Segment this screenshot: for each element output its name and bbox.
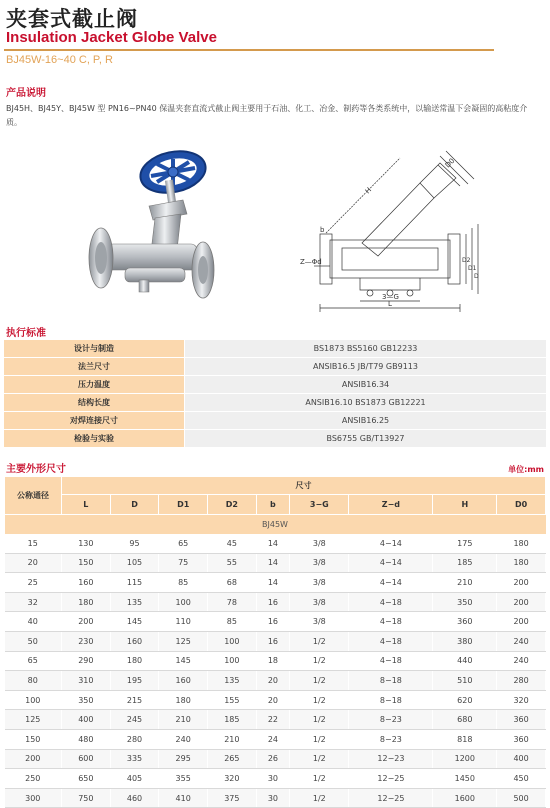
col-header: D0 [497, 495, 546, 515]
table-cell: 310 [62, 671, 111, 691]
dim-label-b: b [320, 226, 325, 234]
table-cell: 1/2 [290, 690, 349, 710]
table-cell: 600 [62, 749, 111, 769]
table-cell: 320 [208, 769, 257, 789]
table-cell: 350 [433, 592, 497, 612]
table-cell: 150 [5, 729, 62, 749]
table-cell: 355 [159, 769, 208, 789]
table-cell: 175 [433, 534, 497, 553]
table-cell: 40 [5, 612, 62, 632]
table-cell: 180 [159, 690, 208, 710]
table-row [5, 573, 546, 593]
table-cell: 4−18 [349, 651, 433, 671]
table-cell: 14 [256, 534, 289, 553]
table-cell: 4−14 [349, 573, 433, 593]
model-number: BJ45W-16~40 C, P, R [6, 54, 113, 66]
table-cell: 1600 [433, 788, 497, 808]
table-cell: 620 [433, 690, 497, 710]
table-row [5, 553, 546, 573]
table-cell: 245 [110, 710, 159, 730]
page-title-cn: 夹套式截止阀 [6, 7, 138, 31]
table-cell: 200 [497, 592, 546, 612]
table-cell: 200 [497, 573, 546, 593]
dimensions-table [4, 476, 546, 808]
dim-label-d1: D1 [468, 265, 477, 272]
table-cell: 8−18 [349, 690, 433, 710]
table-cell: 405 [110, 769, 159, 789]
table-cell: 100 [159, 592, 208, 612]
table-cell: 8−23 [349, 710, 433, 730]
dim-label-zd: Z—Φd [300, 258, 322, 266]
valve-dimension-drawing [300, 148, 480, 313]
col-header: Z−d [349, 495, 433, 515]
dim-label-d2: D2 [462, 257, 471, 264]
table-cell: 14 [256, 573, 289, 593]
table-cell: 1/2 [290, 671, 349, 691]
table-cell: 210 [433, 573, 497, 593]
table-cell: 460 [110, 788, 159, 808]
table-cell: 195 [110, 671, 159, 691]
table-cell: 100 [5, 690, 62, 710]
table-cell: 400 [62, 710, 111, 730]
table-cell: 180 [62, 592, 111, 612]
table-cell: 180 [497, 553, 546, 573]
model-subheader: BJ45W [5, 515, 546, 535]
table-cell: 215 [110, 690, 159, 710]
dim-label-d0: D0 [443, 156, 457, 170]
table-cell: 510 [433, 671, 497, 691]
table-cell: 145 [110, 612, 159, 632]
table-cell: 32 [5, 592, 62, 612]
table-cell: 200 [5, 749, 62, 769]
col-header: H [433, 495, 497, 515]
title-divider [4, 49, 494, 51]
table-row [5, 710, 546, 730]
table-row [5, 534, 546, 553]
dim-label-h: H [363, 186, 374, 196]
table-cell: 1/2 [290, 729, 349, 749]
table-row [5, 592, 546, 612]
table-cell: 50 [5, 631, 62, 651]
valve-photo [85, 140, 215, 315]
table-row [5, 612, 546, 632]
table-cell: 30 [256, 788, 289, 808]
standards-value: BS6755 GB/T13927 [185, 430, 547, 448]
table-cell: 250 [5, 769, 62, 789]
table-cell: 25 [5, 573, 62, 593]
table-cell: 3/8 [290, 592, 349, 612]
table-cell: 110 [159, 612, 208, 632]
table-cell: 100 [208, 631, 257, 651]
table-cell: 16 [256, 612, 289, 632]
table-cell: 12−23 [349, 749, 433, 769]
table-cell: 85 [159, 573, 208, 593]
table-cell: 12−25 [349, 769, 433, 789]
dimensions-section-title: 主要外形尺寸 [6, 464, 66, 475]
standards-label: 结构长度 [4, 394, 185, 412]
dim-label-l: L [388, 300, 392, 308]
table-cell: 55 [208, 553, 257, 573]
table-cell: 26 [256, 749, 289, 769]
table-cell: 1/2 [290, 710, 349, 730]
col-header: D [110, 495, 159, 515]
table-cell: 290 [62, 651, 111, 671]
table-cell: 185 [208, 710, 257, 730]
table-cell: 1450 [433, 769, 497, 789]
table-cell: 24 [256, 729, 289, 749]
col-header: D1 [159, 495, 208, 515]
table-cell: 1/2 [290, 631, 349, 651]
col-header-nominal: 公称通径 [5, 477, 62, 515]
table-cell: 30 [256, 769, 289, 789]
standards-value: ANSIB16.34 [185, 376, 547, 394]
standards-row [4, 340, 546, 358]
table-cell: 200 [62, 612, 111, 632]
table-row [5, 631, 546, 651]
table-row [5, 769, 546, 789]
dim-label-3g: 3—G [382, 293, 399, 301]
table-cell: 750 [62, 788, 111, 808]
table-cell: 4−14 [349, 553, 433, 573]
table-cell: 1/2 [290, 651, 349, 671]
table-cell: 180 [110, 651, 159, 671]
table-cell: 95 [110, 534, 159, 553]
table-cell: 240 [497, 631, 546, 651]
standards-value: ANSIB16.10 BS1873 GB12221 [185, 394, 547, 412]
table-cell: 240 [159, 729, 208, 749]
standards-label: 法兰尺寸 [4, 358, 185, 376]
col-header: L [62, 495, 111, 515]
table-row [5, 651, 546, 671]
table-row [5, 749, 546, 769]
table-cell: 8−18 [349, 671, 433, 691]
table-cell: 130 [62, 534, 111, 553]
table-cell: 280 [110, 729, 159, 749]
table-cell: 3/8 [290, 612, 349, 632]
table-cell: 12−25 [349, 788, 433, 808]
col-header: b [256, 495, 289, 515]
table-cell: 68 [208, 573, 257, 593]
table-cell: 3/8 [290, 573, 349, 593]
unit-label: 单位:mm [508, 465, 544, 474]
table-cell: 160 [110, 631, 159, 651]
intro-section-title: 产品说明 [6, 88, 46, 99]
table-cell: 680 [433, 710, 497, 730]
table-cell: 20 [256, 671, 289, 691]
table-cell: 4−18 [349, 612, 433, 632]
table-cell: 380 [433, 631, 497, 651]
standards-label: 设计与制造 [4, 340, 185, 358]
table-cell: 650 [62, 769, 111, 789]
table-cell: 360 [497, 729, 546, 749]
table-cell: 1/2 [290, 788, 349, 808]
table-cell: 1/2 [290, 769, 349, 789]
table-cell: 18 [256, 651, 289, 671]
table-cell: 1200 [433, 749, 497, 769]
table-cell: 375 [208, 788, 257, 808]
table-cell: 1/2 [290, 749, 349, 769]
table-row [5, 671, 546, 691]
table-cell: 65 [159, 534, 208, 553]
table-cell: 3/8 [290, 553, 349, 573]
table-cell: 80 [5, 671, 62, 691]
table-cell: 320 [497, 690, 546, 710]
table-cell: 125 [159, 631, 208, 651]
table-cell: 14 [256, 553, 289, 573]
col-header: 3−G [290, 495, 349, 515]
table-cell: 240 [497, 651, 546, 671]
table-cell: 16 [256, 592, 289, 612]
table-row [5, 729, 546, 749]
table-cell: 4−14 [349, 534, 433, 553]
table-cell: 410 [159, 788, 208, 808]
table-cell: 160 [62, 573, 111, 593]
table-cell: 818 [433, 729, 497, 749]
standards-table [4, 340, 546, 448]
table-cell: 160 [159, 671, 208, 691]
table-cell: 145 [159, 651, 208, 671]
table-cell: 500 [497, 788, 546, 808]
table-cell: 200 [497, 612, 546, 632]
table-cell: 20 [256, 690, 289, 710]
table-cell: 8−23 [349, 729, 433, 749]
table-cell: 78 [208, 592, 257, 612]
product-description: BJ45H、BJ45Y、BJ45W 型 PN16~PN40 保温夹套直流式截止阀主要用于石油、化工、冶金、制药等各类系统中，以输送常温下会凝固的高粘度介质。 [6, 104, 528, 127]
standards-label: 压力温度 [4, 376, 185, 394]
table-cell: 150 [62, 553, 111, 573]
table-row [5, 690, 546, 710]
table-cell: 16 [256, 631, 289, 651]
table-cell: 440 [433, 651, 497, 671]
standards-row [4, 358, 546, 376]
dim-label-d: D [474, 273, 479, 280]
table-cell: 265 [208, 749, 257, 769]
standards-row [4, 394, 546, 412]
standards-label: 对焊连接尺寸 [4, 412, 185, 430]
standards-label: 检验与实验 [4, 430, 185, 448]
table-cell: 350 [62, 690, 111, 710]
standards-section-title: 执行标准 [6, 328, 46, 339]
table-cell: 335 [110, 749, 159, 769]
table-cell: 360 [433, 612, 497, 632]
table-cell: 15 [5, 534, 62, 553]
table-cell: 45 [208, 534, 257, 553]
standards-value: BS1873 BS5160 GB12233 [185, 340, 547, 358]
table-cell: 125 [5, 710, 62, 730]
table-cell: 22 [256, 710, 289, 730]
table-cell: 100 [208, 651, 257, 671]
page-title-en: Insulation Jacket Globe Valve [6, 29, 217, 46]
table-cell: 20 [5, 553, 62, 573]
table-cell: 4−18 [349, 592, 433, 612]
table-cell: 360 [497, 710, 546, 730]
table-cell: 155 [208, 690, 257, 710]
table-cell: 185 [433, 553, 497, 573]
table-cell: 210 [208, 729, 257, 749]
table-row [5, 788, 546, 808]
table-cell: 300 [5, 788, 62, 808]
standards-value: ANSIB16.5 JB/T79 GB9113 [185, 358, 547, 376]
table-cell: 210 [159, 710, 208, 730]
table-cell: 65 [5, 651, 62, 671]
table-cell: 4−18 [349, 631, 433, 651]
table-cell: 3/8 [290, 534, 349, 553]
table-cell: 85 [208, 612, 257, 632]
standards-row [4, 412, 546, 430]
table-cell: 105 [110, 553, 159, 573]
table-cell: 230 [62, 631, 111, 651]
standards-row [4, 376, 546, 394]
table-cell: 180 [497, 534, 546, 553]
col-header: D2 [208, 495, 257, 515]
table-cell: 115 [110, 573, 159, 593]
standards-value: ANSIB16.25 [185, 412, 547, 430]
table-cell: 450 [497, 769, 546, 789]
table-cell: 75 [159, 553, 208, 573]
table-cell: 135 [208, 671, 257, 691]
standards-row [4, 430, 546, 448]
col-group-header: 尺寸 [62, 477, 546, 495]
table-cell: 295 [159, 749, 208, 769]
table-cell: 400 [497, 749, 546, 769]
table-cell: 480 [62, 729, 111, 749]
table-cell: 135 [110, 592, 159, 612]
table-cell: 280 [497, 671, 546, 691]
